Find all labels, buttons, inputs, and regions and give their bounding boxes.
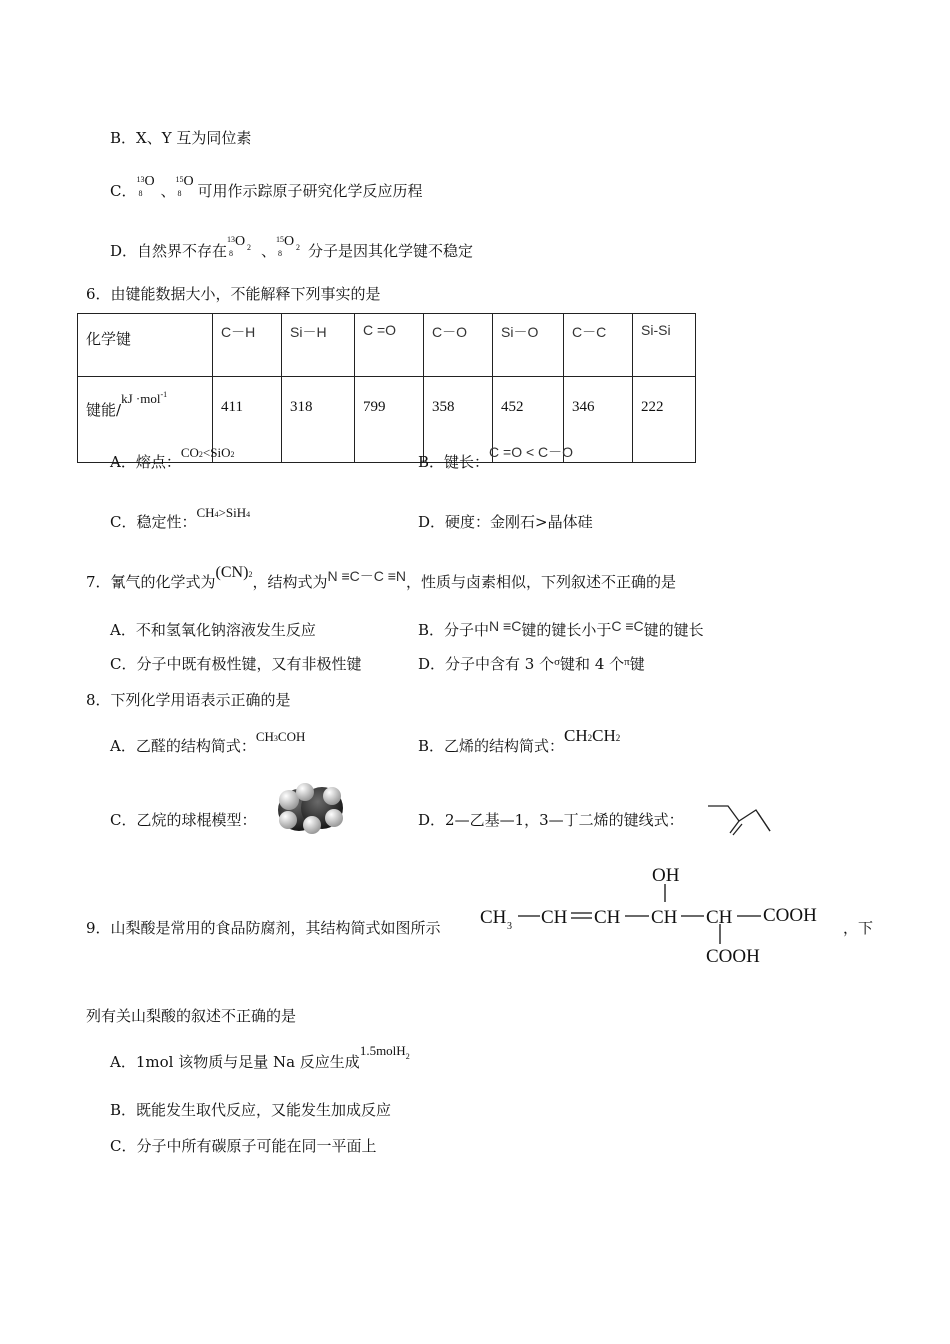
q9-option-b: B．既能发生取代反应，又能发生加成反应 [110,1101,392,1119]
q9-option-c: C．分子中所有碳原子可能在同一平面上 [110,1137,377,1155]
q7-option-a: A．不和氢氧化钠溶液发生反应 [110,621,316,639]
q6-option-c: C．稳定性：$CH^4>SiH^4$ [110,505,251,531]
table-header-bond: C－O [424,314,493,377]
struct-ch-2: CH [594,907,621,928]
q9-option-a: A．1mol 该物质与足量 Na 反应生成1.5molH$^2$ [110,1043,410,1071]
q5-option-c: C． 13 8 O 、 15 8 O 可用作示踪原子研究化学反应历程 [110,174,423,200]
table-cell-value: 411 [213,377,282,463]
table-header-bond: C =O [355,314,424,377]
q5-option-b: B．X、Y 互为同位素 [110,129,252,147]
q8-option-c: C．乙烷的球棍模型： [110,811,257,829]
q9-stem-line2: 列有关山梨酸的叙述不正确的是 [86,1007,297,1025]
q8-stem: 8．下列化学用语表示正确的是 [86,691,291,709]
nuclide-o15: 15 8 O [175,174,194,198]
table-row-values [78,377,696,463]
struct-oh: OH [652,865,680,886]
table-cell-value: 799 [355,377,424,463]
nuclide-o13: 13 8 O [136,174,155,198]
table-header-bond: C－C [564,314,633,377]
q9-stem: 9．山梨酸是常用的食品防腐剂，其结构简式如图所示 [86,919,441,937]
molecule-o15-2: 15 8 O 2 [276,234,301,258]
struct-ch3: CH [480,907,507,928]
q8-option-b: B．乙烯的结构简式：$CH^2CH^2$ [418,726,621,755]
q5-option-d: D．自然界不存在 13 8 O 2 、 15 8 O 2 分子是因其化学键不稳定 [110,234,474,260]
q6-option-b: B．键长：C =O < C－O [418,444,574,471]
table-header-bond: C－H [213,314,282,377]
sorbic-acid-structure [478,860,830,972]
table-cell-value: 318 [282,377,355,463]
struct-ch-3: CH [651,907,678,928]
ethane-ball-model-image [272,780,348,838]
skeletal-formula-image [704,800,772,838]
q6-stem: 6．由键能数据大小，不能解释下列事实的是 [86,285,381,303]
q7-option-d: D．分子中含有 3 个$^\sigma$键和 4 个$^\pi$键 [418,655,645,673]
table-cell-value: 358 [424,377,493,463]
q6-option-a: A．熔点：$CO^2<SiO^2$ [110,445,235,471]
q7-option-c: C．分子中既有极性键，又有非极性键 [110,655,362,673]
table-cell-value: 222 [633,377,696,463]
bond-energy-table [77,313,696,463]
table-cell-value: 452 [493,377,564,463]
struct-cooh-2: COOH [706,946,760,967]
table-row-header [78,314,696,377]
q7-stem: 7．氰气的化学式为(CN)$^2$，结构式为N ≡C－C ≡N，性质与卤素相似，下列叙述不正确的是 [86,564,677,591]
table-header-bond: Si－H [282,314,355,377]
struct-ch-4: CH [706,907,733,928]
struct-ch-1: CH [541,907,568,928]
table-header-bond: Si-Si [633,314,696,377]
q6-option-d: D．硬度：金刚石>晶体硅 [418,513,593,531]
molecule-o13-2: 13 8 O 2 [227,234,252,258]
q7-option-b: B．分子中N ≡C键的键长小于C ≡C键的键长 [418,618,704,639]
struct-ch3-sub: 3 [507,921,512,932]
table-header-bond: Si－O [493,314,564,377]
table-row-label: 键能/kJ ·mol$^{-1}$ [78,377,213,463]
struct-cooh-1: COOH [763,905,817,926]
q8-option-d: D．2—乙基—1，3—丁二烯的键线式： [418,811,684,829]
table-header-label: 化学键 [78,314,213,377]
q9-stem-suffix: ，下 [843,919,874,937]
q8-option-a: A．乙醛的结构简式：$CH^3COH$ [110,729,306,755]
table-cell-value: 346 [564,377,633,463]
